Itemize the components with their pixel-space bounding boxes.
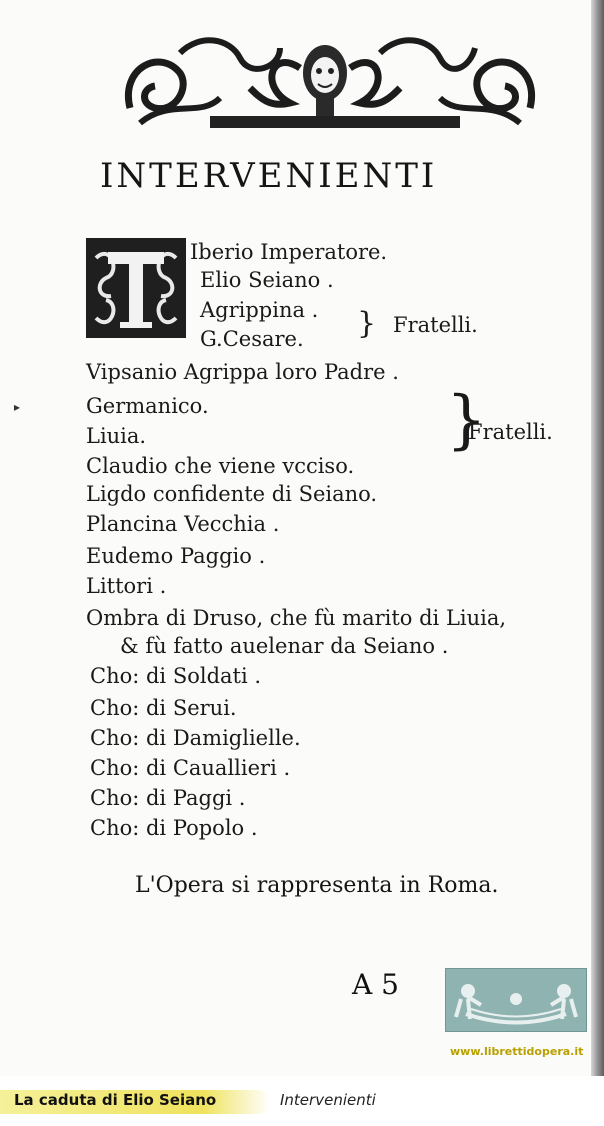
- cast-line: Eudemo Paggio .: [86, 544, 266, 568]
- cast-line: Cho: di Paggi .: [90, 786, 246, 810]
- signature-mark: A 5: [352, 968, 399, 1001]
- cast-line: Cho: di Soldati .: [90, 664, 262, 688]
- decorated-initial-t-icon: [86, 238, 186, 338]
- caption-title-highlight: [0, 1090, 270, 1114]
- ornamental-headpiece-icon: [120, 28, 540, 138]
- cast-line: Germanico.: [86, 394, 209, 418]
- section-title: Intervenienti: [280, 1091, 376, 1109]
- cast-line: Liuia.: [86, 424, 147, 448]
- cast-line: & fù fatto auelenar da Seiano .: [120, 634, 449, 658]
- performance-note: L'Opera si rappresenta in Roma.: [135, 873, 499, 898]
- brace-label: Fratelli.: [468, 420, 553, 444]
- cast-line: Cho: di Cauallieri .: [90, 756, 291, 780]
- cast-line: Cho: di Serui.: [90, 696, 237, 720]
- brace-mark: }: [357, 306, 377, 341]
- margin-mark-icon: ▸: [14, 400, 21, 414]
- cast-line: Cho: di Popolo .: [90, 816, 258, 840]
- cast-line: Ombra di Druso, che fù marito di Liuia,: [86, 606, 507, 630]
- cast-line: Agrippina .: [200, 298, 319, 322]
- cherubs-garland-logo-icon: [445, 968, 587, 1032]
- cast-line: Ligdo confidente di Seiano.: [86, 482, 378, 506]
- cast-line: Littori .: [86, 574, 167, 598]
- cast-line: Elio Seiano .: [200, 268, 334, 292]
- brace-mark: }: [446, 383, 487, 457]
- watermark-url: www.librettidopera.it: [450, 1045, 584, 1058]
- cast-line: Claudio che viene vcciso.: [86, 454, 355, 478]
- cast-line: Plancina Vecchia .: [86, 512, 280, 536]
- page-edge-shadow: [591, 0, 604, 1076]
- cast-line: G.Cesare.: [200, 327, 304, 351]
- cast-line: Vipsanio Agrippa loro Padre .: [86, 360, 399, 384]
- libretto-title: La caduta di Elio Seiano: [14, 1091, 217, 1109]
- cast-line: Iberio Imperatore.: [190, 240, 388, 264]
- page-heading: INTERVENIENTI: [100, 156, 438, 196]
- brace-label: Fratelli.: [393, 313, 478, 337]
- cast-line: Cho: di Damiglielle.: [90, 726, 301, 750]
